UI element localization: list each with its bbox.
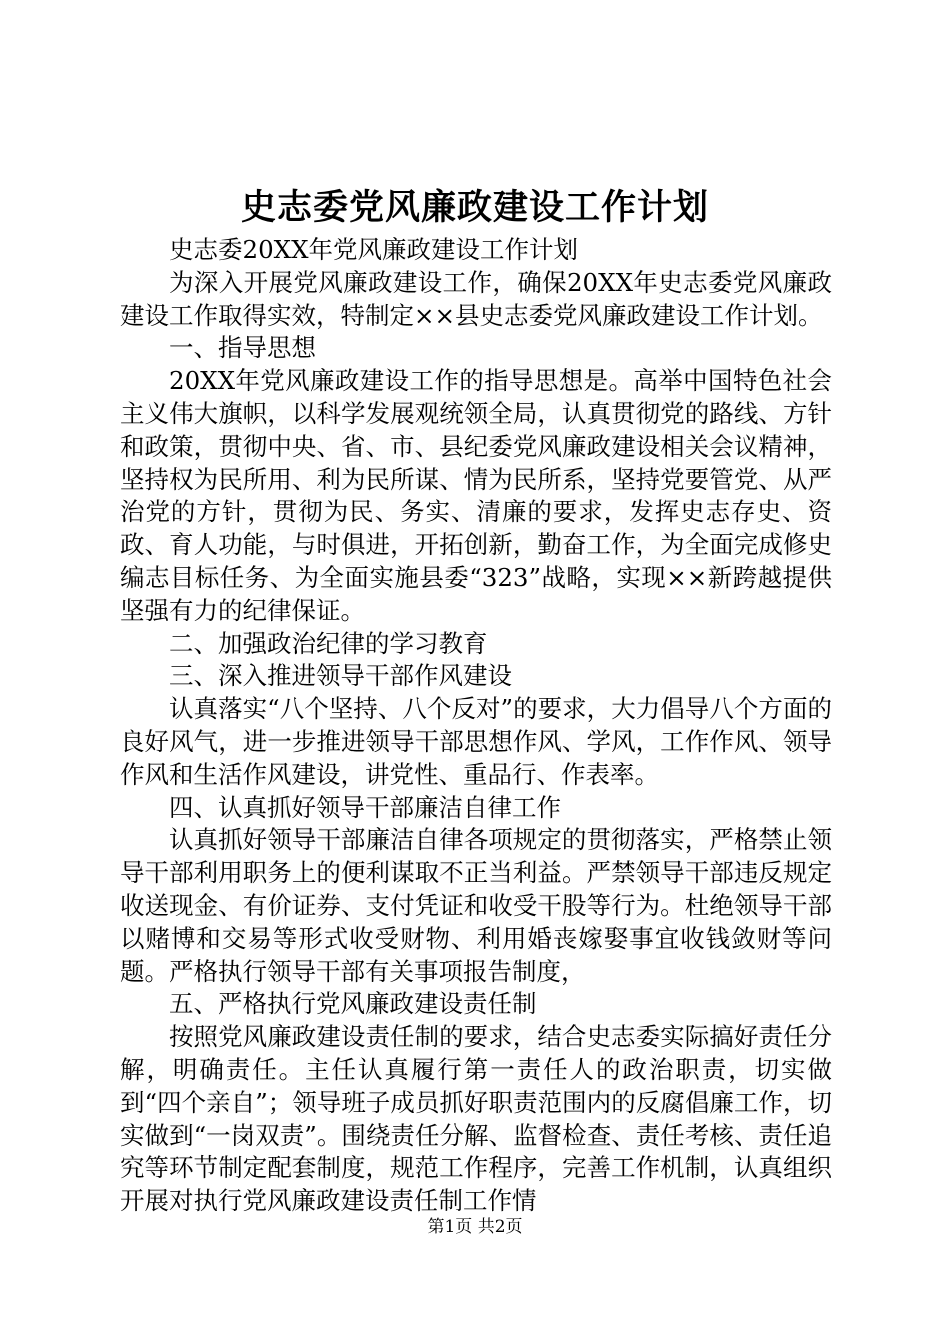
paragraph-guiding-ideology: 20XX年党风廉政建设工作的指导思想是。高举中国特色社会主义伟大旗帜，以科学发展观统领全局，认真贯彻党的路线、方针和政策，贯彻中央、省、市、县纪委党风廉政建设相关会议精神，坚持权为民所用、利为民所谋、情为民所系，坚持党要管党、从严治党的方针，贯彻为民、务实、清廉的要求，发挥史志存史、资政、育人功能，与时俱进，开拓创新，勤奋工作，为全面完成修史编志目标任务、为全面实施县委“323”战略，实现××新跨越提供坚强有力的纪律保证。: [120, 366, 832, 625]
paragraph-self-discipline: 认真抓好领导干部廉洁自律各项规定的贯彻落实，严格禁止领导干部利用职务上的便利谋取不正当利益。严禁领导干部违反规定收送现金、有价证券、支付凭证和收受干股等行为。杜绝领导干部以赌博和交易等形式收受财物、利用婚丧嫁娶事宜收钱敛财等问题。严格执行领导干部有关事项报告制度，: [120, 825, 832, 986]
section-heading-1: 一、指导思想: [169, 333, 316, 363]
document-title: 史志委党风廉政建设工作计划: [240, 187, 709, 228]
section-heading-2: 二、加强政治纪律的学习教育: [169, 628, 488, 658]
document-body: [120, 234, 832, 1218]
paragraph-work-style: 认真落实“八个坚持、八个反对”的要求，大力倡导八个方面的良好风气，进一步推进领导干部思想作风、学风，工作作风、领导作风和生活作风建设，讲党性、重品行、作表率。: [120, 694, 832, 789]
section-heading-3: 三、深入推进领导干部作风建设: [169, 661, 512, 691]
page-footer: 第1页 共2页: [427, 1217, 523, 1237]
paragraph-intro: 为深入开展党风廉政建设工作，确保20XX年史志委党风廉政建设工作取得实效，特制定××县史志委党风廉政建设工作计划。: [120, 267, 832, 330]
section-heading-4: 四、认真抓好领导干部廉洁自律工作: [169, 792, 561, 822]
paragraph-responsibility: 按照党风廉政建设责任制的要求，结合史志委实际搞好责任分解，明确责任。主任认真履行第一责任人的政治职责，切实做到“四个亲自”；领导班子成员抓好职责范围内的反腐倡廉工作，切实做到“一岗双责”。围绕责任分解、监督检查、责任考核、责任追究等环节制定配套制度，规范工作程序，完善工作机制，认真组织开展对执行党风廉政建设责任制工作情: [120, 1022, 832, 1216]
section-heading-5: 五、严格执行党风廉政建设责任制: [169, 989, 537, 1019]
paragraph-subtitle: 史志委20XX年党风廉政建设工作计划: [169, 235, 579, 264]
